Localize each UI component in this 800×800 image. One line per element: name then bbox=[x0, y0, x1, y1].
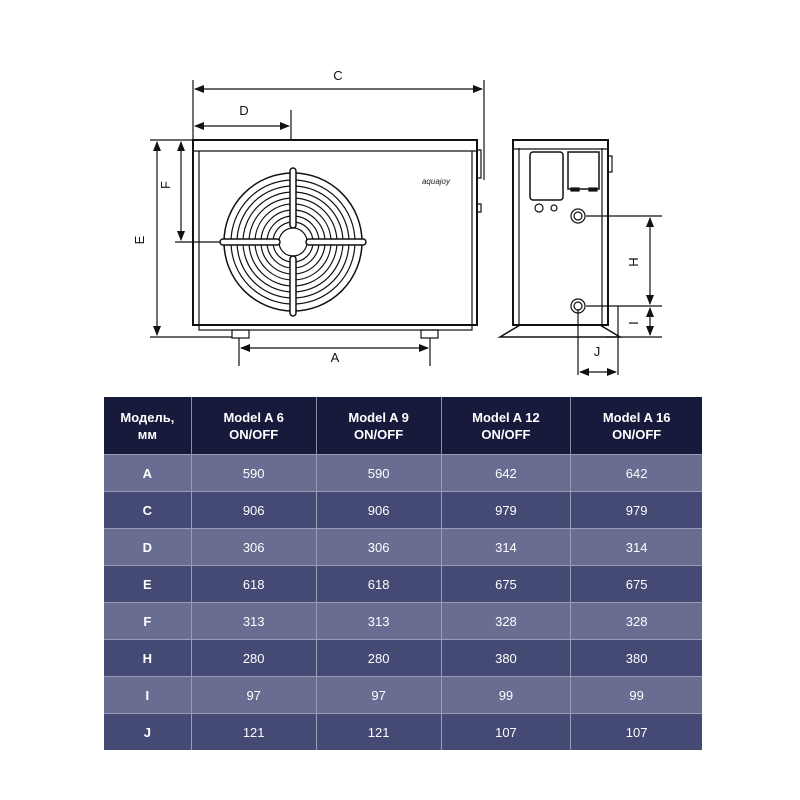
header-line1: Model A 9 bbox=[348, 409, 409, 425]
heat-pump-dimension-drawing bbox=[0, 0, 800, 395]
fan-grille-icon bbox=[220, 168, 366, 316]
table-cell: 107 bbox=[441, 714, 571, 751]
row-dimension-key: A bbox=[104, 455, 191, 492]
dim-label-h: H bbox=[626, 257, 641, 267]
front-view bbox=[193, 140, 481, 338]
table-cell: 313 bbox=[191, 603, 316, 640]
header-line2: ON/OFF bbox=[612, 426, 662, 442]
table-row bbox=[104, 603, 702, 640]
table-cell: 280 bbox=[316, 640, 441, 677]
header-line1: Модель, bbox=[120, 409, 175, 425]
table-row bbox=[104, 714, 702, 751]
table-cell: 979 bbox=[441, 492, 571, 529]
table-cell: 306 bbox=[316, 529, 441, 566]
table-row bbox=[104, 677, 702, 714]
header-a6 bbox=[191, 397, 316, 455]
dim-label-e: E bbox=[132, 235, 147, 245]
table-cell: 328 bbox=[441, 603, 571, 640]
table-row bbox=[104, 455, 702, 492]
dim-label-j: J bbox=[593, 344, 601, 359]
table-cell: 314 bbox=[571, 529, 702, 566]
header-a16 bbox=[571, 397, 702, 455]
header-line2: ON/OFF bbox=[354, 426, 404, 442]
table-cell: 675 bbox=[441, 566, 571, 603]
header-line2: ON/OFF bbox=[481, 426, 531, 442]
row-dimension-key: E bbox=[104, 566, 191, 603]
table-cell: 906 bbox=[191, 492, 316, 529]
table-cell: 99 bbox=[571, 677, 702, 714]
dim-label-i: I bbox=[626, 321, 641, 325]
table-cell: 380 bbox=[571, 640, 702, 677]
table-cell: 675 bbox=[571, 566, 702, 603]
table-cell: 642 bbox=[571, 455, 702, 492]
row-dimension-key: D bbox=[104, 529, 191, 566]
table-cell: 97 bbox=[191, 677, 316, 714]
table-cell: 590 bbox=[316, 455, 441, 492]
table-header-row bbox=[104, 397, 702, 455]
table-cell: 642 bbox=[441, 455, 571, 492]
table-row bbox=[104, 640, 702, 677]
dim-label-a: A bbox=[330, 350, 340, 365]
row-dimension-key: H bbox=[104, 640, 191, 677]
dim-label-f: F bbox=[158, 181, 173, 189]
table-cell: 314 bbox=[441, 529, 571, 566]
table-row bbox=[104, 566, 702, 603]
table-cell: 97 bbox=[316, 677, 441, 714]
table-row bbox=[104, 492, 702, 529]
header-line2: мм bbox=[137, 426, 157, 442]
table-cell: 906 bbox=[316, 492, 441, 529]
header-a12 bbox=[441, 397, 571, 455]
table-cell: 618 bbox=[191, 566, 316, 603]
table-cell: 328 bbox=[571, 603, 702, 640]
dimensions-table bbox=[104, 397, 702, 750]
table-cell: 313 bbox=[316, 603, 441, 640]
row-dimension-key: C bbox=[104, 492, 191, 529]
header-line2: ON/OFF bbox=[229, 426, 279, 442]
dim-label-c: C bbox=[333, 68, 343, 83]
dim-label-d: D bbox=[239, 103, 249, 118]
table-cell: 121 bbox=[316, 714, 441, 751]
row-dimension-key: I bbox=[104, 677, 191, 714]
row-dimension-key: F bbox=[104, 603, 191, 640]
header-line1: Model A 6 bbox=[223, 409, 284, 425]
table-cell: 590 bbox=[191, 455, 316, 492]
table-cell: 979 bbox=[571, 492, 702, 529]
table-cell: 121 bbox=[191, 714, 316, 751]
table-cell: 380 bbox=[441, 640, 571, 677]
header-line1: Model A 12 bbox=[472, 409, 540, 425]
table-cell: 618 bbox=[316, 566, 441, 603]
header-a9 bbox=[316, 397, 441, 455]
row-dimension-key: J bbox=[104, 714, 191, 751]
table-cell: 306 bbox=[191, 529, 316, 566]
table-cell: 280 bbox=[191, 640, 316, 677]
table-cell: 99 bbox=[441, 677, 571, 714]
brand-logo: aquajoy bbox=[421, 177, 451, 186]
header-model bbox=[104, 397, 191, 455]
table-cell: 107 bbox=[571, 714, 702, 751]
header-line1: Model A 16 bbox=[602, 409, 671, 425]
table-row bbox=[104, 529, 702, 566]
